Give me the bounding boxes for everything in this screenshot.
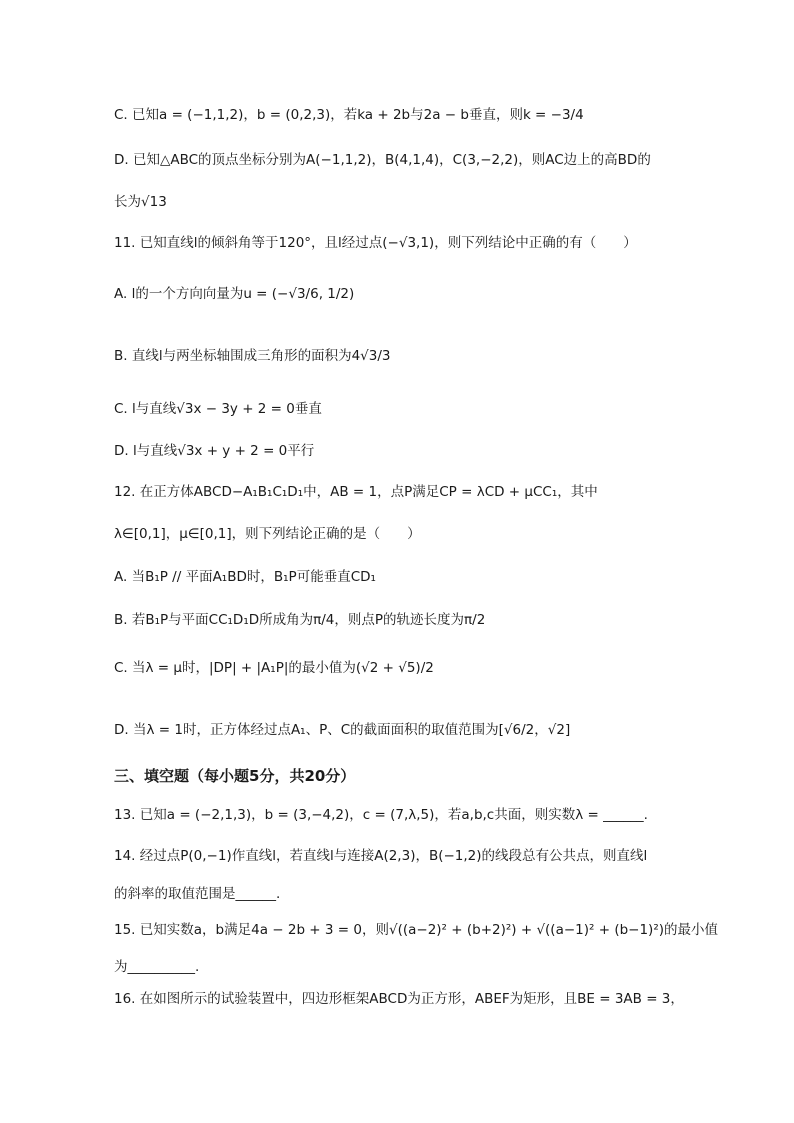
q10-option-d: D. 已知△ABC的顶点坐标分别为A(−1,1,2)，B(4,1,4)，C(3,−2,2)，则AC边上的高BD的 (114, 152, 651, 168)
q12-option-d: D. 当λ = 1时，正方体经过点A₁、P、C的截面面积的取值范围为[√6/2，√2] (114, 722, 571, 738)
q12-option-b: B. 若B₁P与平面CC₁D₁D所成角为π/4，则点P的轨迹长度为π/2 (114, 612, 486, 628)
q10-option-c: C. 已知a = (−1,1,2)，b = (0,2,3)，若ka + 2b与2a − b垂直，则k = −3/4 (114, 107, 584, 123)
q12-option-a: A. 当B₁P // 平面A₁BD时，B₁P可能垂直CD₁ (114, 569, 376, 585)
q11-option-d: D. l与直线√3x + y + 2 = 0平行 (114, 443, 315, 459)
q11-option-a: A. l的一个方向向量为u = (−√3/6, 1/2) (114, 286, 355, 302)
q11-option-b: B. 直线l与两坐标轴围成三角形的面积为4√3/3 (114, 348, 391, 364)
q14-cont: 的斜率的取值范围是______. (114, 886, 281, 902)
q15-cont: 为__________. (114, 959, 200, 975)
q13: 13. 已知a = (−2,1,3)，b = (3,−4,2)，c = (7,λ,5)，若a,b,c共面，则实数λ = ______. (114, 807, 648, 823)
q14: 14. 经过点P(0,−1)作直线l，若直线l与连接A(2,3)，B(−1,2)的线段总有公共点，则直线l (114, 848, 648, 864)
q12-stem: 12. 在正方体ABCD−A₁B₁C₁D₁中，AB = 1，点P满足CP = λCD + μCC₁，其中 (114, 484, 598, 500)
q16: 16. 在如图所示的试验装置中，四边形框架ABCD为正方形，ABEF为矩形，且BE = 3AB = 3， (114, 991, 684, 1007)
q12-option-c: C. 当λ = μ时，|DP| + |A₁P|的最小值为(√2 + √5)/2 (114, 660, 434, 676)
q12-stem-cont: λ∈[0,1]，μ∈[0,1]，则下列结论正确的是（ ） (114, 526, 421, 542)
q10-option-d-cont: 长为√13 (114, 194, 167, 210)
q11-option-c: C. l与直线√3x − 3y + 2 = 0垂直 (114, 401, 322, 417)
section-heading-fill-in: 三、填空题（每小题5分，共20分） (114, 767, 356, 785)
q15: 15. 已知实数a，b满足4a − 2b + 3 = 0，则√((a−2)² + (b+2)²) + √((a−1)² + (b−1)²)的最小值 (114, 922, 719, 938)
q11-stem: 11. 已知直线l的倾斜角等于120°，且l经过点(−√3,1)，则下列结论中正确的有（ ） (114, 235, 637, 251)
